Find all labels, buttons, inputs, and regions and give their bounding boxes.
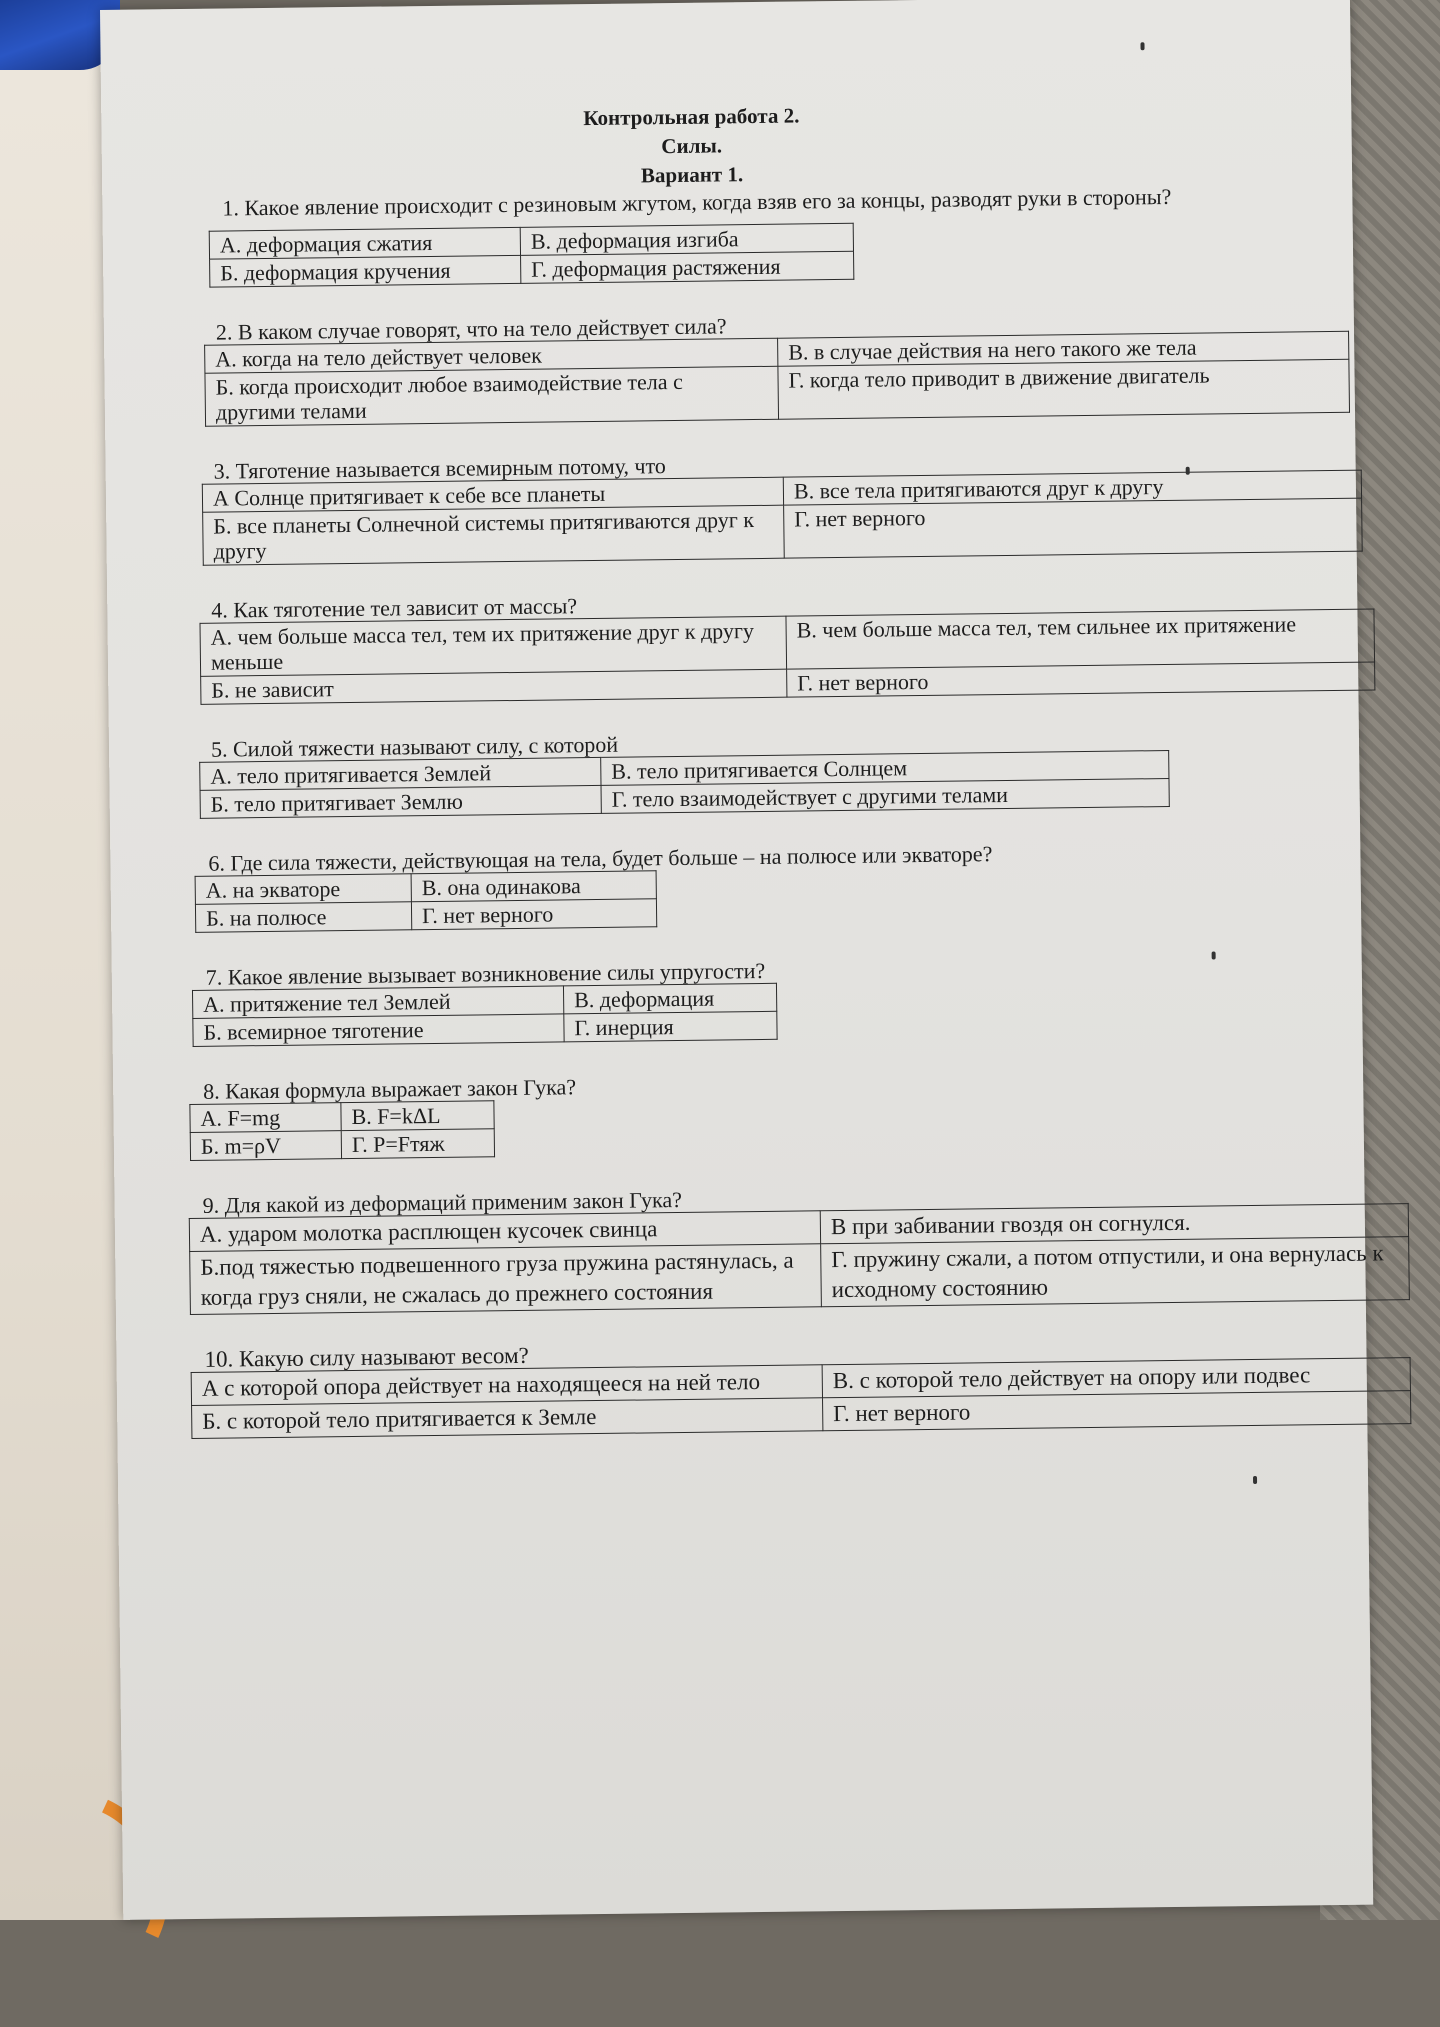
pencil-mark-icon	[1140, 42, 1144, 50]
answer-table	[204, 331, 1350, 427]
option-b: Б. тело притягивает Землю	[200, 785, 601, 818]
option-a: А. тело притягивается Землей	[200, 757, 601, 790]
option-v: В. деформация изгиба	[520, 223, 853, 255]
question-text: 9. Для какой из деформаций применим закон Гука?	[202, 1186, 683, 1218]
answer-table	[192, 983, 778, 1047]
answer-table	[199, 608, 1375, 704]
option-b: Б. всемирное тяготение	[193, 1014, 564, 1047]
question-text: 10. Какую силу называют весом?	[204, 1342, 529, 1372]
option-g: Г. деформация растяжения	[521, 251, 854, 283]
pencil-mark-icon	[1253, 1476, 1257, 1484]
option-g: Г. нет верного	[411, 899, 656, 930]
question-text: 4. Как тяготение тел зависит от массы?	[211, 593, 578, 623]
question-6	[170, 837, 1351, 933]
pencil-mark-icon	[1186, 467, 1190, 475]
option-g: Г. нет верного	[823, 1391, 1411, 1431]
question-4	[167, 584, 1348, 705]
page-variant: Вариант 1.	[640, 162, 744, 188]
test-sheet	[100, 0, 1384, 1920]
sheet-content	[161, 95, 1384, 1439]
option-a: А Солнце притягивает к себе все планеты	[202, 477, 783, 512]
option-g: Г. P=Fтяж	[341, 1129, 494, 1159]
option-a: А. чем больше масса тел, тем их притяжение друг к другу меньше	[200, 616, 787, 676]
page-topic: Силы.	[661, 133, 723, 159]
option-b: Б. m=ρV	[190, 1131, 341, 1161]
answer-table	[189, 1100, 495, 1161]
pencil-mark-icon	[1212, 951, 1216, 959]
question-9	[174, 1179, 1384, 1315]
option-v: В. деформация	[563, 983, 776, 1014]
option-b: Б. с которой тело притягивается к Земле	[192, 1398, 823, 1439]
question-5	[169, 723, 1350, 819]
option-v: В. чем больше масса тел, тем сильнее их притяжение	[786, 609, 1375, 669]
option-a: А с которой опора действует на находящееся на ней тело	[191, 1365, 822, 1406]
option-a: А. деформация сжатия	[209, 227, 520, 259]
option-b: Б. все планеты Солнечной системы притягиваются друг к другу	[203, 505, 785, 565]
question-1	[162, 182, 1343, 288]
page-title: Контрольная работа 2.	[583, 103, 800, 131]
option-v: В при забивании гвоздя он согнулся.	[820, 1204, 1408, 1244]
question-text: 5. Силой тяжести называют силу, с которой	[210, 731, 619, 762]
question-2	[164, 306, 1345, 427]
question-10	[176, 1333, 1357, 1439]
question-text: 8. Какая формула выражает закон Гука?	[203, 1074, 577, 1104]
option-g: Г. нет верного	[784, 498, 1363, 558]
option-b: Б. деформация кручения	[210, 255, 521, 287]
answer-table	[202, 470, 1363, 566]
option-b: Б. когда происходит любое взаимодействие тела с другими телами	[205, 366, 779, 426]
option-v: В. тело притягивается Солнцем	[601, 750, 1169, 785]
option-v: В. все тела притягиваются друг к другу	[783, 470, 1361, 505]
option-v: В. с которой тело действует на опору или подвес	[822, 1358, 1410, 1398]
question-text: 3. Тяготение называется всемирным потому, что	[213, 453, 666, 484]
option-b: Б. на полюсе	[195, 902, 411, 933]
option-a: А. ударом молотка расплющен кусочек свинца	[189, 1211, 820, 1252]
question-3	[165, 445, 1346, 566]
answer-table	[189, 1203, 1410, 1315]
option-a: А. притяжение тел Землей	[192, 986, 563, 1019]
option-v: В. она одинакова	[411, 871, 656, 902]
option-g: Г. когда тело приводит в движение двигатель	[778, 359, 1350, 419]
question-8	[173, 1065, 1354, 1161]
option-g: Г. тело взаимодействует с другими телами	[601, 778, 1169, 813]
option-b: Б.под тяжестью подвешенного груза пружина растянулась, а когда груз сняли, не сжалась до прежнего состояния	[190, 1244, 822, 1315]
option-g: Г. инерция	[564, 1011, 777, 1042]
option-b: Б. не зависит	[201, 669, 787, 704]
option-a: А. F=mg	[190, 1103, 341, 1133]
option-g: Г. пружину сжали, а потом отпустили, и она вернулась к исходному состоянию	[821, 1237, 1410, 1307]
answer-table	[195, 870, 658, 933]
option-v: В. F=kΔL	[341, 1101, 494, 1131]
option-g: Г. нет верного	[787, 662, 1375, 697]
question-text: 1. Какое явление происходит с резиновым жгутом, когда взяв его за концы, разводят руки в стороны?	[222, 183, 1172, 221]
question-text: 2. В каком случае говорят, что на тело действует сила?	[215, 313, 727, 345]
answer-table	[209, 223, 855, 288]
page-header	[41, 95, 1342, 198]
question-text: 7. Какое явление вызывает возникновение силы упругости?	[205, 957, 766, 990]
question-text: 6. Где сила тяжести, действующая на тела, будет больше – на полюсе или экваторе?	[208, 841, 993, 876]
option-a: А. когда на тело действует человек	[205, 338, 778, 373]
option-a: А. на экваторе	[195, 874, 411, 905]
option-v: В. в случае действия на него такого же тела	[778, 331, 1349, 366]
question-7	[172, 951, 1353, 1047]
